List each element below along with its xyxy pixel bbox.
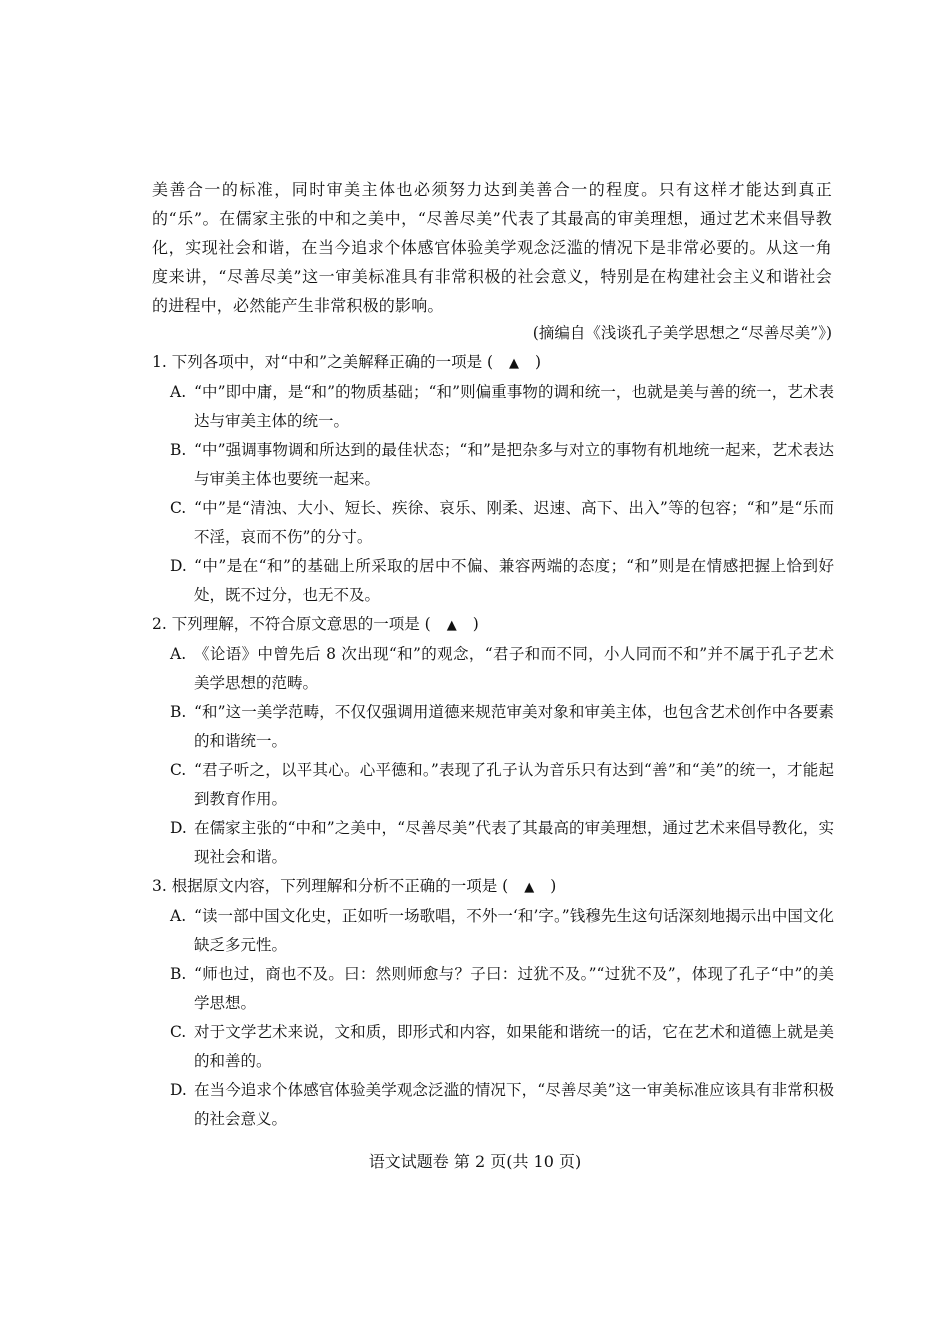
question-stem [152, 348, 834, 378]
option-d [152, 814, 834, 872]
option-text: “和”这一美学范畴，不仅仅强调用道德来规范审美对象和审美主体，也包含艺术创作中各要素的和谐统一。 [194, 703, 834, 750]
option-b [152, 698, 834, 756]
question-stem [152, 872, 834, 902]
option-text: 在儒家主张的“中和”之美中，“尽善尽美”代表了其最高的审美理想，通过艺术来倡导教化，实现社会和谐。 [194, 819, 834, 866]
option-text: “中”强调事物调和所达到的最佳状态；“和”是把杂多与对立的事物有机地统一起来，艺术表达与审美主体也要统一起来。 [194, 441, 834, 488]
answer-blank-triangle: ▲ [446, 618, 457, 633]
option-text: 《论语》中曾先后 8 次出现“和”的观念，“君子和而不同，小人同而不和”并不属于孔子艺术美学思想的范畴。 [194, 645, 834, 692]
option-letter: C. [170, 761, 187, 779]
question-2 [152, 610, 834, 872]
passage-source-citation: (摘编自《浅谈孔子美学思想之“尽善尽美”》) [532, 324, 832, 342]
question-stem-text: 1. 下列各项中，对“中和”之美解释正确的一项是 ( [152, 353, 494, 371]
reading-passage [152, 175, 832, 320]
option-text: 在当今追求个体感官体验美学观念泛滥的情况下，“尽善尽美”这一审美标准应该具有非常积极的社会意义。 [194, 1081, 834, 1128]
option-d [152, 552, 834, 610]
question-1 [152, 348, 834, 610]
option-letter: B. [170, 441, 187, 459]
option-letter: D. [170, 557, 187, 575]
option-text: “中”是在“和”的基础上所采取的居中不偏、兼容两端的态度；“和”则是在情感把握上恰到好处，既不过分，也无不及。 [194, 557, 834, 604]
option-d [152, 1076, 834, 1134]
question-stem-close: ) [550, 877, 557, 895]
option-c [152, 1018, 834, 1076]
passage-paragraph: 美善合一的标准，同时审美主体也必须努力达到美善合一的程度。只有这样才能达到真正的“乐”。在儒家主张的中和之美中，“尽善尽美”代表了其最高的审美理想，通过艺术来倡导教化，实现社会和谐，在当今追求个体感官体验美学观念泛滥的情况下是非常必要的。从这一角度来讲，“尽善尽美”这一审美标准具有非常积极的社会意义，特别是在构建社会主义和谐社会的进程中，必然能产生非常积极的影响。 [152, 180, 832, 315]
page-footer: 语文试题卷 第 2 页(共 10 页) [368, 1152, 582, 1171]
option-a [152, 378, 834, 436]
option-a [152, 640, 834, 698]
option-b [152, 436, 834, 494]
option-c [152, 756, 834, 814]
option-text: 对于文学艺术来说，文和质，即形式和内容，如果能和谐统一的话，它在艺术和道德上就是美的和善的。 [194, 1023, 834, 1070]
option-c [152, 494, 834, 552]
question-stem-close: ) [535, 353, 542, 371]
answer-blank-triangle: ▲ [509, 356, 520, 371]
option-letter: A. [170, 645, 187, 663]
option-letter: D. [170, 1081, 187, 1099]
question-stem-text: 3. 根据原文内容，下列理解和分析不正确的一项是 ( [152, 877, 509, 895]
option-letter: B. [170, 965, 187, 983]
option-letter: A. [170, 907, 187, 925]
option-letter: B. [170, 703, 187, 721]
option-text: “君子听之，以平其心。心平德和。”表现了孔子认为音乐只有达到“善”和“美”的统一，才能起到教育作用。 [194, 761, 834, 808]
option-b [152, 960, 834, 1018]
answer-blank-triangle: ▲ [524, 880, 535, 895]
question-list [152, 348, 834, 1134]
option-text: “中”是“清浊、大小、短长、疾徐、哀乐、刚柔、迟速、高下、出入”等的包容；“和”是“乐而不淫，哀而不伤”的分寸。 [194, 499, 834, 546]
question-stem-text: 2. 下列理解，不符合原文意思的一项是 ( [152, 615, 431, 633]
option-text: “师也过，商也不及。曰：然则师愈与？子曰：过犹不及。”“过犹不及”，体现了孔子“中”的美学思想。 [194, 965, 834, 1012]
question-stem [152, 610, 834, 640]
option-text: “读一部中国文化史，正如听一场歌唱，不外一‘和’字。”钱穆先生这句话深刻地揭示出中国文化缺乏多元性。 [194, 907, 834, 954]
question-stem-close: ) [472, 615, 479, 633]
option-letter: C. [170, 1023, 187, 1041]
option-letter: A. [170, 383, 187, 401]
option-a [152, 902, 834, 960]
option-text: “中”即中庸，是“和”的物质基础；“和”则偏重事物的调和统一，也就是美与善的统一，艺术表达与审美主体的统一。 [194, 383, 834, 430]
question-3 [152, 872, 834, 1134]
option-letter: D. [170, 819, 187, 837]
option-letter: C. [170, 499, 187, 517]
